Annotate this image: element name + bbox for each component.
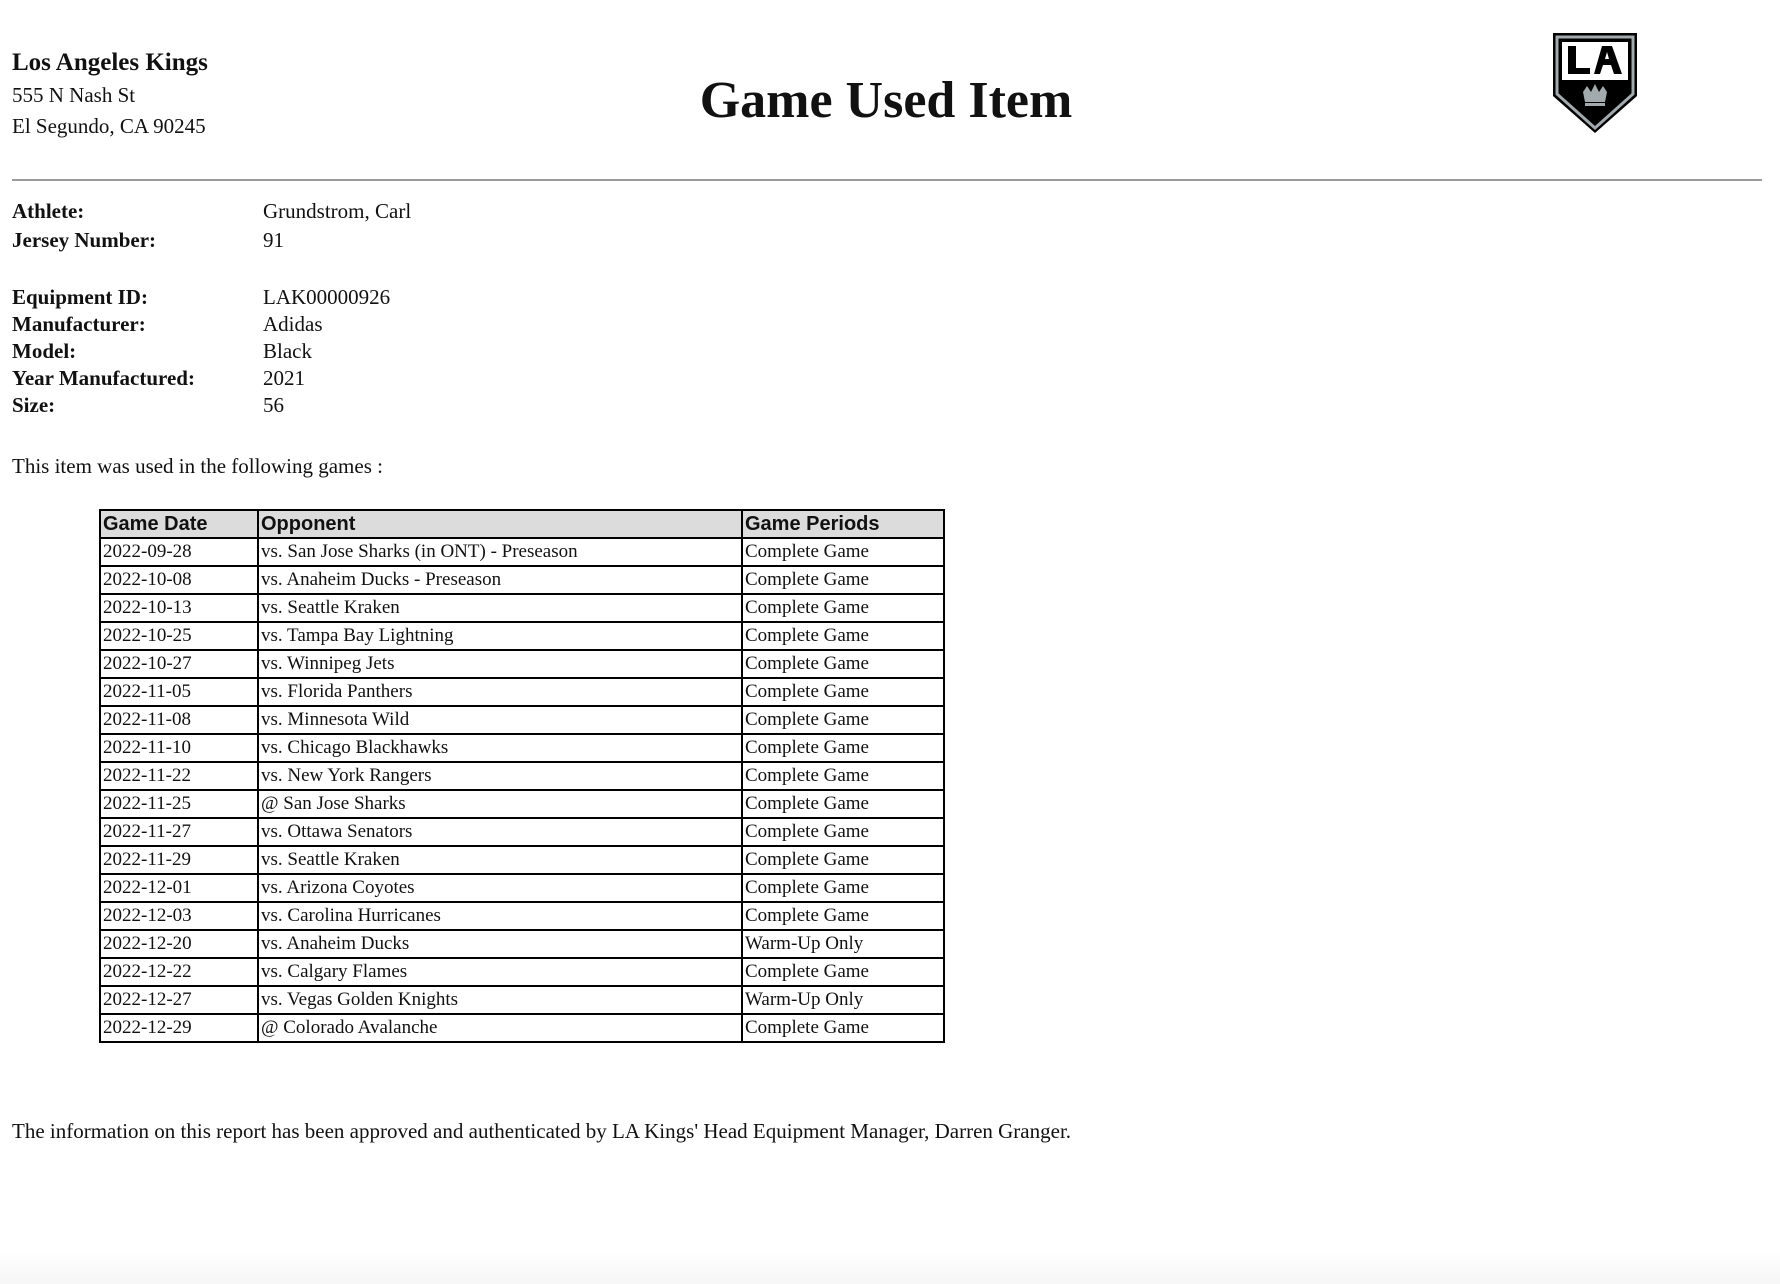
- game-periods-cell: Complete Game: [742, 846, 944, 874]
- opponent-cell: vs. Florida Panthers: [258, 678, 742, 706]
- table-row: [100, 874, 944, 902]
- table-row: [100, 986, 944, 1014]
- game-date-cell: 2022-12-27: [100, 986, 258, 1014]
- opponent-cell: vs. Anaheim Ducks: [258, 930, 742, 958]
- table-row: [100, 958, 944, 986]
- column-header-game-date: Game Date: [100, 510, 258, 538]
- athlete-label: Athlete:: [12, 199, 85, 223]
- jersey-number-row: [12, 227, 284, 254]
- opponent-cell: vs. Winnipeg Jets: [258, 650, 742, 678]
- game-date-cell: 2022-11-10: [100, 734, 258, 762]
- game-date-cell: 2022-12-01: [100, 874, 258, 902]
- jersey-number-label: Jersey Number:: [12, 228, 157, 252]
- column-header-game-periods: Game Periods: [742, 510, 944, 538]
- game-periods-cell: Complete Game: [742, 594, 944, 622]
- opponent-cell: @ Colorado Avalanche: [258, 1014, 742, 1042]
- opponent-cell: vs. Vegas Golden Knights: [258, 986, 742, 1014]
- game-date-cell: 2022-10-25: [100, 622, 258, 650]
- table-row: [100, 594, 944, 622]
- opponent-cell: vs. New York Rangers: [258, 762, 742, 790]
- year-manufactured-label: Year Manufactured:: [12, 366, 195, 390]
- game-date-cell: 2022-11-25: [100, 790, 258, 818]
- game-periods-cell: Complete Game: [742, 1014, 944, 1042]
- table-row: [100, 790, 944, 818]
- table-row: [100, 538, 944, 566]
- game-periods-cell: Complete Game: [742, 790, 944, 818]
- table-row: [100, 678, 944, 706]
- year-manufactured-value: 2021: [263, 366, 305, 390]
- address-line-1: 555 N Nash St: [12, 83, 136, 107]
- game-date-cell: 2022-12-20: [100, 930, 258, 958]
- game-date-cell: 2022-09-28: [100, 538, 258, 566]
- game-date-cell: 2022-11-05: [100, 678, 258, 706]
- page-title: Game Used Item: [699, 72, 1073, 129]
- equipment-id-value: LAK00000926: [263, 285, 391, 309]
- game-periods-cell: Complete Game: [742, 678, 944, 706]
- game-periods-cell: Complete Game: [742, 958, 944, 986]
- athlete-row: [12, 198, 411, 225]
- game-periods-cell: Complete Game: [742, 874, 944, 902]
- game-periods-cell: Complete Game: [742, 538, 944, 566]
- game-date-cell: 2022-12-29: [100, 1014, 258, 1042]
- opponent-cell: vs. Tampa Bay Lightning: [258, 622, 742, 650]
- opponent-cell: @ San Jose Sharks: [258, 790, 742, 818]
- game-periods-cell: Complete Game: [742, 762, 944, 790]
- game-periods-cell: Warm-Up Only: [742, 930, 944, 958]
- table-row: [100, 846, 944, 874]
- table-row: [100, 818, 944, 846]
- game-date-cell: 2022-11-22: [100, 762, 258, 790]
- game-periods-cell: Complete Game: [742, 566, 944, 594]
- opponent-cell: vs. San Jose Sharks (in ONT) - Preseason: [258, 538, 742, 566]
- opponent-cell: vs. Chicago Blackhawks: [258, 734, 742, 762]
- game-date-cell: 2022-12-22: [100, 958, 258, 986]
- game-periods-cell: Complete Game: [742, 622, 944, 650]
- address-line-2: El Segundo, CA 90245: [12, 114, 206, 138]
- game-date-cell: 2022-11-29: [100, 846, 258, 874]
- opponent-cell: vs. Seattle Kraken: [258, 846, 742, 874]
- games-table: [99, 509, 945, 1043]
- game-periods-cell: Complete Game: [742, 902, 944, 930]
- games-intro-text: This item was used in the following games :: [12, 454, 383, 478]
- athlete-value: Grundstrom, Carl: [263, 199, 412, 223]
- model-row: [12, 338, 312, 365]
- games-table-body: [100, 538, 944, 1042]
- column-header-opponent: Opponent: [258, 510, 742, 538]
- opponent-cell: vs. Seattle Kraken: [258, 594, 742, 622]
- game-periods-cell: Complete Game: [742, 818, 944, 846]
- table-row: [100, 734, 944, 762]
- size-row: [12, 392, 284, 419]
- table-row: [100, 930, 944, 958]
- opponent-cell: vs. Minnesota Wild: [258, 706, 742, 734]
- table-row: [100, 622, 944, 650]
- game-periods-cell: Complete Game: [742, 650, 944, 678]
- equipment-id-label: Equipment ID:: [12, 285, 148, 309]
- model-value: Black: [263, 339, 312, 363]
- manufacturer-row: [12, 311, 323, 338]
- game-date-cell: 2022-10-27: [100, 650, 258, 678]
- table-row: [100, 706, 944, 734]
- table-row: [100, 650, 944, 678]
- game-date-cell: 2022-10-08: [100, 566, 258, 594]
- opponent-cell: vs. Anaheim Ducks - Preseason: [258, 566, 742, 594]
- table-row: [100, 1014, 944, 1042]
- size-value: 56: [263, 393, 284, 417]
- equipment-id-row: [12, 284, 390, 311]
- header-divider: [12, 179, 1762, 181]
- game-date-cell: 2022-10-13: [100, 594, 258, 622]
- organization-name: Los Angeles Kings: [12, 49, 208, 76]
- table-row: [100, 762, 944, 790]
- model-label: Model:: [12, 339, 77, 363]
- game-date-cell: 2022-11-27: [100, 818, 258, 846]
- game-date-cell: 2022-12-03: [100, 902, 258, 930]
- table-row: [100, 566, 944, 594]
- games-table-header-row: [100, 510, 944, 538]
- opponent-cell: vs. Carolina Hurricanes: [258, 902, 742, 930]
- game-date-cell: 2022-11-08: [100, 706, 258, 734]
- opponent-cell: vs. Arizona Coyotes: [258, 874, 742, 902]
- game-periods-cell: Warm-Up Only: [742, 986, 944, 1014]
- game-periods-cell: Complete Game: [742, 706, 944, 734]
- authentication-statement: The information on this report has been approved and authenticated by LA Kings' Head Equipment Manager, Darren Granger.: [12, 1119, 1072, 1143]
- jersey-number-value: 91: [263, 228, 284, 252]
- opponent-cell: vs. Ottawa Senators: [258, 818, 742, 846]
- manufacturer-label: Manufacturer:: [12, 312, 146, 336]
- manufacturer-value: Adidas: [263, 312, 323, 336]
- la-kings-shield-logo-icon: [1550, 30, 1640, 136]
- table-row: [100, 902, 944, 930]
- page-bottom-edge: [0, 1250, 1780, 1284]
- opponent-cell: vs. Calgary Flames: [258, 958, 742, 986]
- game-periods-cell: Complete Game: [742, 734, 944, 762]
- size-label: Size:: [12, 393, 56, 417]
- year-manufactured-row: [12, 365, 305, 392]
